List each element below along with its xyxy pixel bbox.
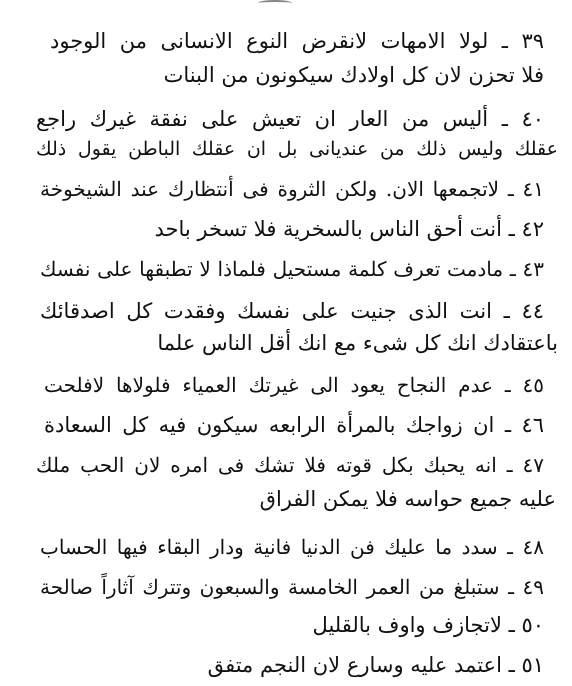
page-top-mark <box>258 0 292 6</box>
entry-48-line-1: ٤٨ ـ سدد ما عليك فن الدنيا فانية ودار البقاء فيها الحساب <box>40 535 544 559</box>
entry-46-line-1: ٤٦ ـ ان زواجك بالمرأة الرابعه سيكون فيه كل السعادة <box>44 413 544 437</box>
entry-44-line-2: باعتقادك انك كل شىء مع انك أقل الناس علما <box>157 331 558 355</box>
entry-47-line-1: ٤٧ ـ انه يحبك بكل قوته فلا تشك فى امره لان الحب ملك <box>36 453 544 477</box>
entry-42-line-1: ٤٢ ـ أنت أحق الناس بالسخرية فلا تسخر باحد <box>154 217 544 241</box>
entry-41-line-1: ٤١ ـ لاتجمعها الان. ولكن الثروة فى أنتظارك عند الشيخوخة <box>40 177 544 201</box>
entry-40-line-2: عقلك وليس ذلك من عنديانى بل ان عقلك الباطن يقول ذلك <box>36 138 558 160</box>
entry-50-line-1: ٥٠ ـ لاتجازف واوف بالقليل <box>312 613 544 637</box>
entry-40-line-1: ٤٠ ـ أليس من العار ان تعيش على نفقة غيرك راجع <box>36 107 544 131</box>
entry-44-line-1: ٤٤ ـ انت الذى جنيت على نفسك وفقدت كل اصدقائك <box>40 299 544 323</box>
entry-39-line-2: فلا تحزن لان كل اولادك سيكونون من البنات <box>163 63 544 87</box>
entry-49-line-1: ٤٩ ـ ستبلغ من العمر الخامسة والسبعون وتترك آثاراً صالحة <box>40 575 544 599</box>
entry-51-line-1: ٥١ ـ اعتمد عليه وسارع لان النجم متفق <box>207 653 544 677</box>
entry-43-line-1: ٤٣ ـ مادمت تعرف كلمة مستحيل فلماذا لا تطبقها على نفسك <box>40 257 544 281</box>
entry-39-line-1: ٣٩ ـ لولا الامهات لانقرض النوع الانسانى من الوجود <box>50 29 544 53</box>
entry-45-line-1: ٤٥ ـ عدم النجاح يعود الى غيرتك العمياء فلولاها لافلحت <box>44 373 544 397</box>
entry-47-line-2: عليه جميع حواسه فلا يمكن الفراق <box>259 487 556 511</box>
